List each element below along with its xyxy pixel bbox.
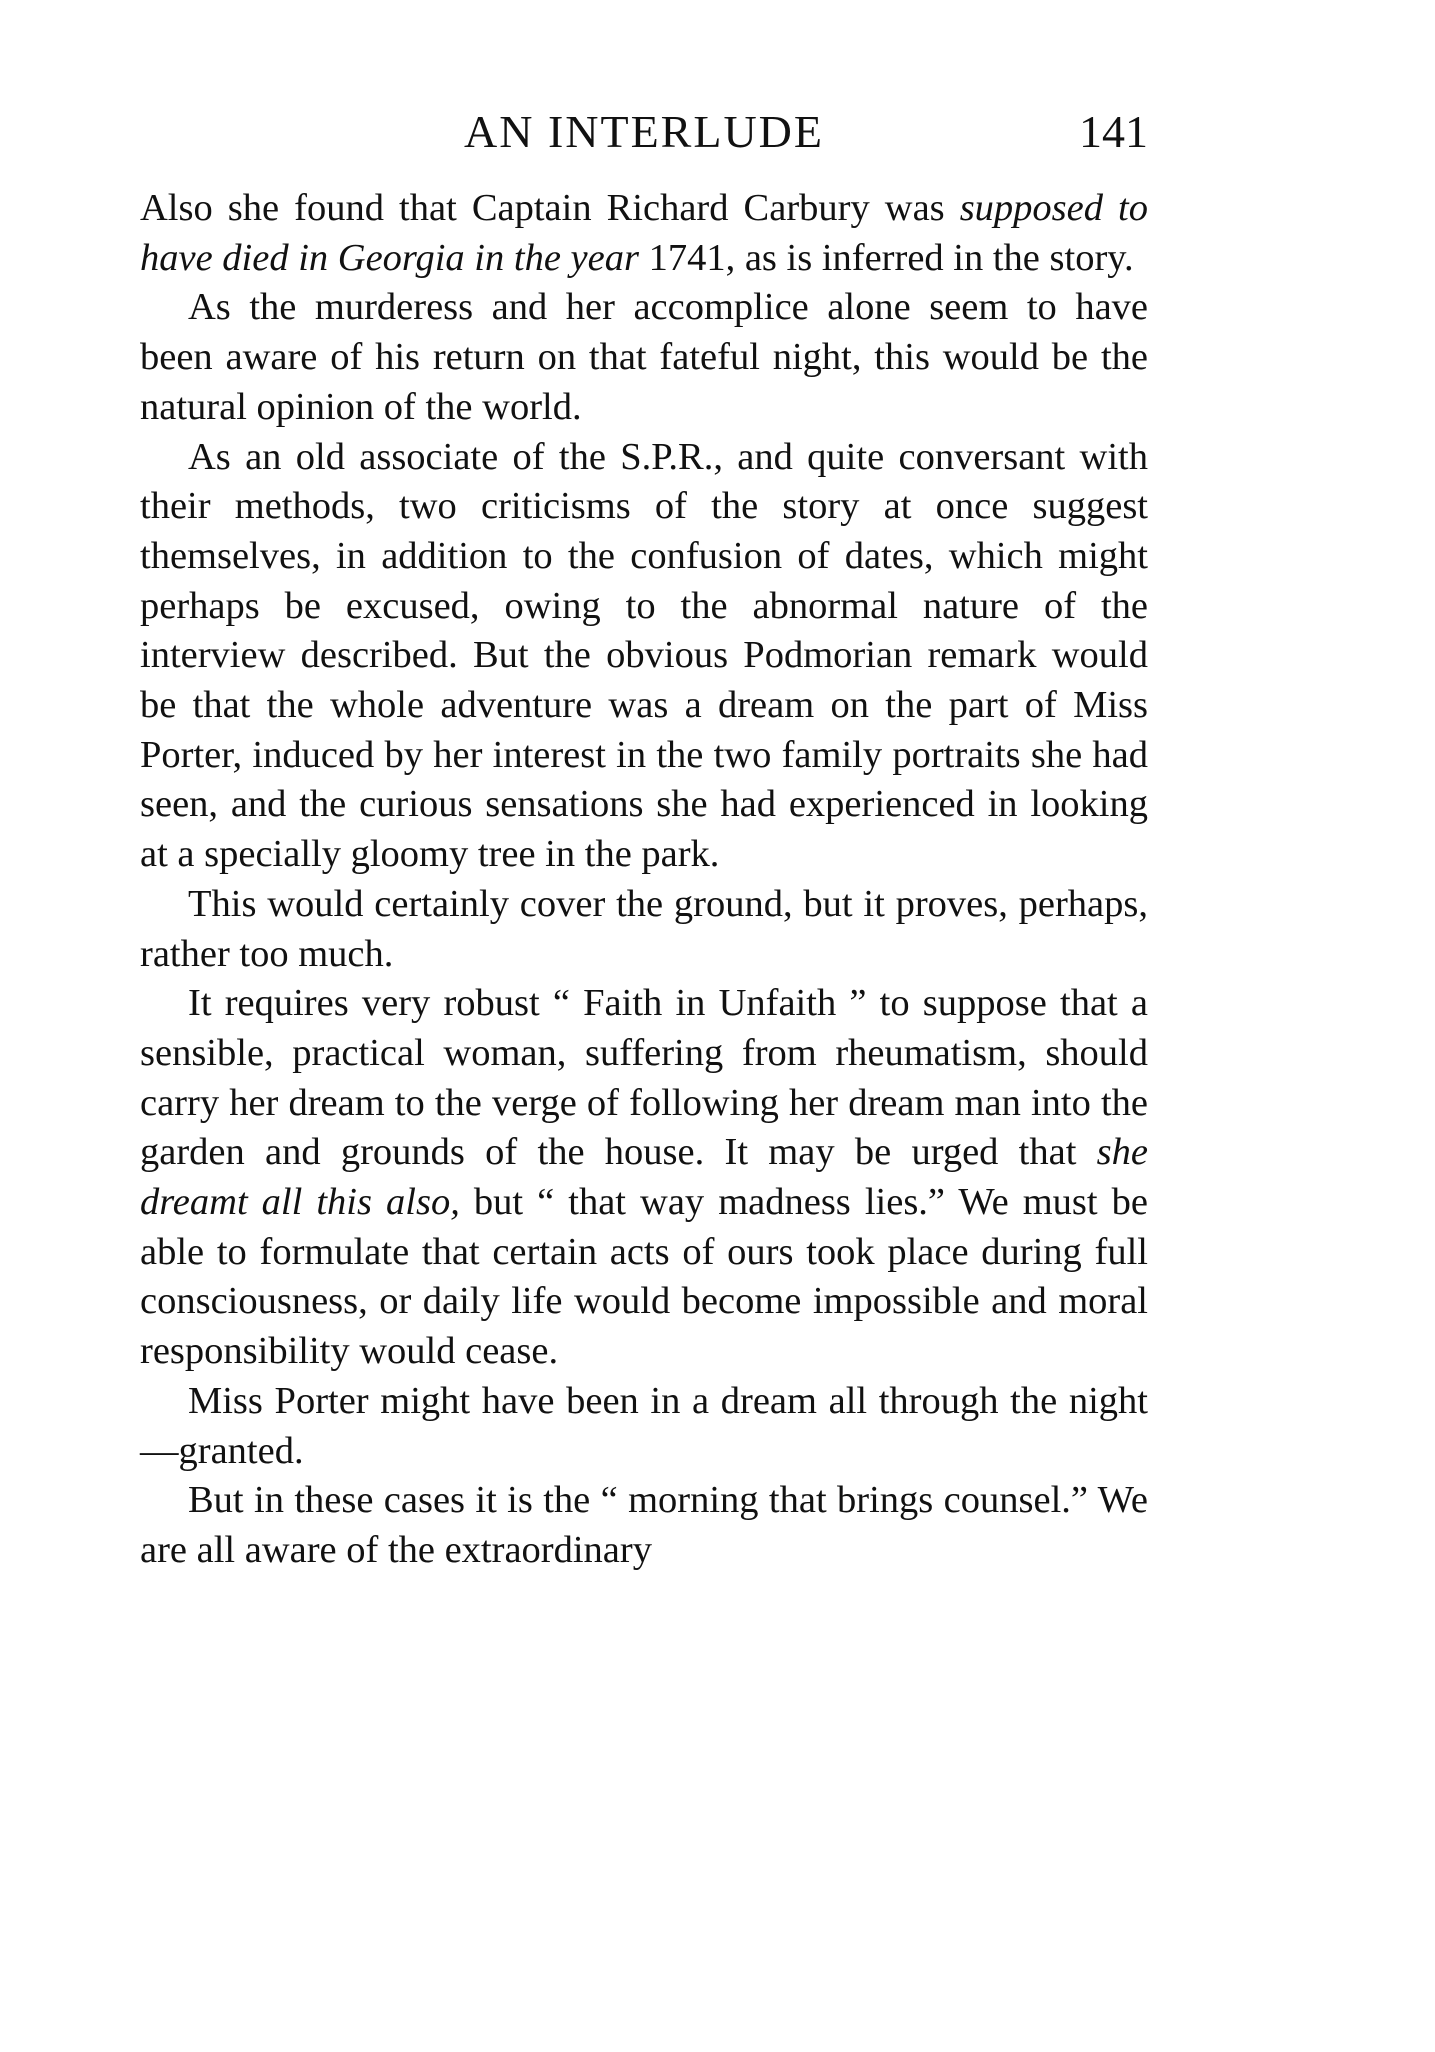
paragraph-1-italic: supposed to have died in Georgia in the year <box>140 187 1149 279</box>
body-text <box>140 184 1148 1576</box>
running-head <box>140 104 1148 160</box>
paragraph-2: As the murderess and her accomplice alone seem to have been aware of his return on that fateful night, this would be the natural opinion of the world. <box>140 286 1148 428</box>
paragraph-1-text-a: Also she found that Captain Richard Carbury was <box>140 187 960 229</box>
paragraph-5 <box>140 979 1148 1377</box>
running-title: AN INTERLUDE <box>464 106 824 157</box>
paragraph-1-text-c: 1741, as is inferred in the story. <box>638 236 1134 279</box>
paragraph-5-text-c: but “ that way madness lies.” We must be able to formulate that certain acts of ours took place during full consciousness, or daily life would become impossible and moral responsibility would cease. <box>140 1181 1148 1373</box>
paragraph-4: This would certainly cover the ground, but it proves, perhaps, rather too much. <box>140 882 1148 975</box>
paragraph-6: Miss Porter might have been in a dream all through the night—granted. <box>140 1379 1148 1472</box>
paragraph-5-text-a: It requires very robust “ Faith in Unfaith ” to suppose that a sensible, practical woman, suffering from rheumatism, should carry her dream to the verge of following her dream man into the garden and grounds of the house. It may be urged that <box>140 982 1148 1174</box>
paragraph-1 <box>140 184 1148 283</box>
paragraph-5-italic: she dreamt all this also, <box>140 1131 1148 1224</box>
paragraph-3: As an old associate of the S.P.R., and quite conversant with their methods, two criticisms of the story at once suggest themselves, in addition to the confusion of dates, which might perhaps be excused, owing to the abnormal nature of the interview described. But the obvious Podmorian remark would be that the whole adventure was a dream on the part of Miss Porter, induced by her interest in the two family portraits she had seen, and the curious sensations she had experienced in looking at a specially gloomy tree in the park. <box>140 435 1148 876</box>
paragraph-7: But in these cases it is the “ morning that brings counsel.” We are all aware of the extraordinary <box>140 1479 1148 1571</box>
page-number: 141 <box>1079 106 1148 157</box>
